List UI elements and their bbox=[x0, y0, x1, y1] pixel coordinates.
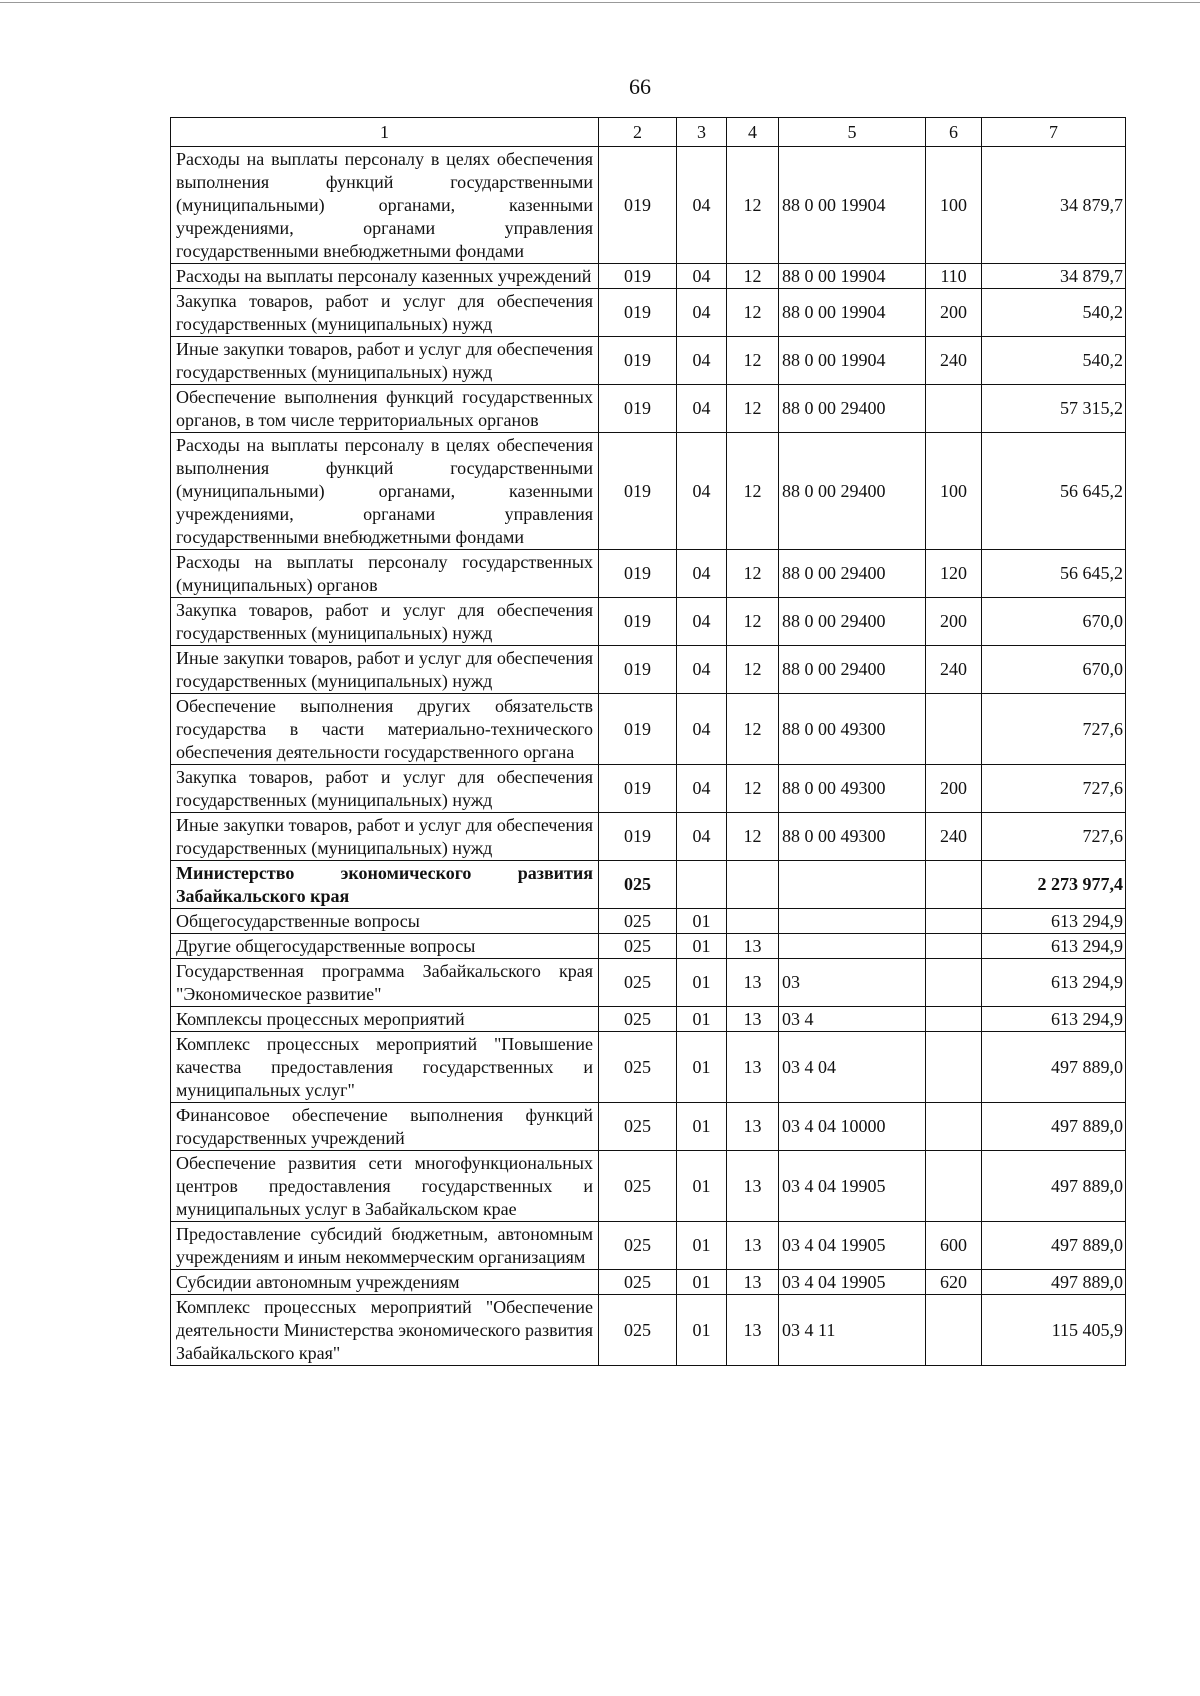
expense-type-cell: 110 bbox=[926, 264, 982, 289]
section-code-cell: 01 bbox=[677, 1032, 727, 1103]
target-article-cell: 03 4 04 19905 bbox=[779, 1270, 926, 1295]
target-article-cell bbox=[779, 909, 926, 934]
subsection-code-cell: 12 bbox=[727, 147, 779, 264]
admin-code-cell: 019 bbox=[599, 337, 677, 385]
target-article-cell: 03 4 bbox=[779, 1007, 926, 1032]
amount-cell: 670,0 bbox=[982, 598, 1126, 646]
column-header: 5 bbox=[779, 118, 926, 147]
expense-type-cell bbox=[926, 1103, 982, 1151]
column-header: 7 bbox=[982, 118, 1126, 147]
expense-type-cell: 100 bbox=[926, 147, 982, 264]
section-code-cell: 01 bbox=[677, 1270, 727, 1295]
amount-cell: 613 294,9 bbox=[982, 934, 1126, 959]
expense-type-cell bbox=[926, 861, 982, 909]
admin-code-cell: 019 bbox=[599, 646, 677, 694]
section-code-cell: 01 bbox=[677, 1222, 727, 1270]
row-name-cell: Закупка товаров, работ и услуг для обеспечения государственных (муниципальных) нужд bbox=[171, 598, 599, 646]
table-row bbox=[171, 909, 1126, 934]
section-code-cell: 04 bbox=[677, 813, 727, 861]
subsection-code-cell: 12 bbox=[727, 264, 779, 289]
admin-code-cell: 019 bbox=[599, 433, 677, 550]
amount-cell: 727,6 bbox=[982, 813, 1126, 861]
subsection-code-cell: 12 bbox=[727, 337, 779, 385]
amount-cell: 727,6 bbox=[982, 765, 1126, 813]
row-name-cell: Комплекс процессных мероприятий "Повышение качества предоставления государственных и муниципальных услуг" bbox=[171, 1032, 599, 1103]
section-code-cell: 04 bbox=[677, 598, 727, 646]
row-name-cell: Расходы на выплаты персоналу казенных учреждений bbox=[171, 264, 599, 289]
target-article-cell bbox=[779, 861, 926, 909]
expense-type-cell bbox=[926, 934, 982, 959]
row-name-cell: Предоставление субсидий бюджетным, автономным учреждениям и иным некоммерческим организациям bbox=[171, 1222, 599, 1270]
table-row bbox=[171, 1270, 1126, 1295]
table-row bbox=[171, 147, 1126, 264]
table-row bbox=[171, 1151, 1126, 1222]
expense-type-cell bbox=[926, 1295, 982, 1366]
row-name-cell: Расходы на выплаты персоналу в целях обеспечения выполнения функций государственными (муниципальными) органами, казенными учреждениями, органами управления государственными внебюджетными фондами bbox=[171, 433, 599, 550]
subsection-code-cell: 12 bbox=[727, 598, 779, 646]
table-row bbox=[171, 598, 1126, 646]
row-name-cell: Иные закупки товаров, работ и услуг для обеспечения государственных (муниципальных) нужд bbox=[171, 337, 599, 385]
section-code-cell: 04 bbox=[677, 694, 727, 765]
column-header: 3 bbox=[677, 118, 727, 147]
section-code-cell: 04 bbox=[677, 289, 727, 337]
subsection-code-cell: 13 bbox=[727, 1032, 779, 1103]
target-article-cell: 88 0 00 29400 bbox=[779, 598, 926, 646]
table-row bbox=[171, 861, 1126, 909]
table-row bbox=[171, 550, 1126, 598]
amount-cell: 56 645,2 bbox=[982, 433, 1126, 550]
table-row bbox=[171, 1007, 1126, 1032]
table-row bbox=[171, 1295, 1126, 1366]
expense-type-cell: 100 bbox=[926, 433, 982, 550]
amount-cell: 540,2 bbox=[982, 337, 1126, 385]
admin-code-cell: 019 bbox=[599, 813, 677, 861]
admin-code-cell: 019 bbox=[599, 598, 677, 646]
expense-type-cell: 240 bbox=[926, 337, 982, 385]
amount-cell: 497 889,0 bbox=[982, 1270, 1126, 1295]
table-row bbox=[171, 264, 1126, 289]
expense-type-cell bbox=[926, 694, 982, 765]
subsection-code-cell bbox=[727, 909, 779, 934]
admin-code-cell: 025 bbox=[599, 1007, 677, 1032]
table-row bbox=[171, 694, 1126, 765]
amount-cell: 56 645,2 bbox=[982, 550, 1126, 598]
row-name-cell: Финансовое обеспечение выполнения функций государственных учреждений bbox=[171, 1103, 599, 1151]
expense-type-cell bbox=[926, 385, 982, 433]
row-name-cell: Расходы на выплаты персоналу в целях обеспечения выполнения функций государственными (муниципальными) органами, казенными учреждениями, органами управления государственными внебюджетными фондами bbox=[171, 147, 599, 264]
target-article-cell: 88 0 00 29400 bbox=[779, 646, 926, 694]
expense-type-cell: 620 bbox=[926, 1270, 982, 1295]
subsection-code-cell: 13 bbox=[727, 1295, 779, 1366]
section-code-cell: 04 bbox=[677, 550, 727, 598]
amount-cell: 115 405,9 bbox=[982, 1295, 1126, 1366]
section-code-cell: 01 bbox=[677, 1103, 727, 1151]
target-article-cell: 03 4 04 10000 bbox=[779, 1103, 926, 1151]
section-code-cell: 04 bbox=[677, 385, 727, 433]
subsection-code-cell: 13 bbox=[727, 934, 779, 959]
target-article-cell: 88 0 00 49300 bbox=[779, 694, 926, 765]
admin-code-cell: 019 bbox=[599, 765, 677, 813]
admin-code-cell: 019 bbox=[599, 385, 677, 433]
admin-code-cell: 025 bbox=[599, 1032, 677, 1103]
target-article-cell: 88 0 00 29400 bbox=[779, 385, 926, 433]
section-code-cell: 04 bbox=[677, 264, 727, 289]
amount-cell: 613 294,9 bbox=[982, 909, 1126, 934]
section-code-cell: 01 bbox=[677, 959, 727, 1007]
table-row bbox=[171, 1222, 1126, 1270]
section-code-cell bbox=[677, 861, 727, 909]
table-row bbox=[171, 1103, 1126, 1151]
amount-cell: 670,0 bbox=[982, 646, 1126, 694]
section-code-cell: 04 bbox=[677, 765, 727, 813]
expense-type-cell: 200 bbox=[926, 765, 982, 813]
table-row bbox=[171, 959, 1126, 1007]
subsection-code-cell: 13 bbox=[727, 1270, 779, 1295]
amount-cell: 613 294,9 bbox=[982, 1007, 1126, 1032]
target-article-cell: 03 4 04 19905 bbox=[779, 1151, 926, 1222]
admin-code-cell: 019 bbox=[599, 694, 677, 765]
table-row bbox=[171, 1032, 1126, 1103]
admin-code-cell: 025 bbox=[599, 1295, 677, 1366]
expense-type-cell: 240 bbox=[926, 813, 982, 861]
column-header: 1 bbox=[171, 118, 599, 147]
expense-type-cell: 200 bbox=[926, 289, 982, 337]
target-article-cell: 88 0 00 19904 bbox=[779, 289, 926, 337]
target-article-cell: 03 4 04 bbox=[779, 1032, 926, 1103]
amount-cell: 613 294,9 bbox=[982, 959, 1126, 1007]
expense-type-cell: 200 bbox=[926, 598, 982, 646]
row-name-cell: Общегосударственные вопросы bbox=[171, 909, 599, 934]
row-name-cell: Комплексы процессных мероприятий bbox=[171, 1007, 599, 1032]
row-name-cell: Государственная программа Забайкальского края "Экономическое развитие" bbox=[171, 959, 599, 1007]
expense-type-cell bbox=[926, 909, 982, 934]
subsection-code-cell: 13 bbox=[727, 1103, 779, 1151]
row-name-cell: Обеспечение выполнения других обязательств государства в части материально-технического обеспечения деятельности государственного органа bbox=[171, 694, 599, 765]
row-name-cell: Другие общегосударственные вопросы bbox=[171, 934, 599, 959]
column-header: 4 bbox=[727, 118, 779, 147]
row-name-cell: Иные закупки товаров, работ и услуг для обеспечения государственных (муниципальных) нужд bbox=[171, 813, 599, 861]
target-article-cell: 88 0 00 19904 bbox=[779, 147, 926, 264]
admin-code-cell: 019 bbox=[599, 289, 677, 337]
subsection-code-cell: 13 bbox=[727, 1222, 779, 1270]
expense-type-cell: 120 bbox=[926, 550, 982, 598]
subsection-code-cell bbox=[727, 861, 779, 909]
table-row bbox=[171, 934, 1126, 959]
subsection-code-cell: 12 bbox=[727, 694, 779, 765]
expense-type-cell: 240 bbox=[926, 646, 982, 694]
amount-cell: 497 889,0 bbox=[982, 1032, 1126, 1103]
subsection-code-cell: 12 bbox=[727, 433, 779, 550]
admin-code-cell: 025 bbox=[599, 909, 677, 934]
subsection-code-cell: 13 bbox=[727, 959, 779, 1007]
target-article-cell: 88 0 00 49300 bbox=[779, 813, 926, 861]
expense-type-cell bbox=[926, 959, 982, 1007]
amount-cell: 497 889,0 bbox=[982, 1222, 1126, 1270]
subsection-code-cell: 12 bbox=[727, 765, 779, 813]
admin-code-cell: 025 bbox=[599, 1222, 677, 1270]
table-header-row bbox=[171, 118, 1126, 147]
page-number: 66 bbox=[629, 74, 651, 99]
admin-code-cell: 025 bbox=[599, 1270, 677, 1295]
expense-type-cell bbox=[926, 1007, 982, 1032]
target-article-cell: 88 0 00 19904 bbox=[779, 264, 926, 289]
amount-cell: 497 889,0 bbox=[982, 1103, 1126, 1151]
admin-code-cell: 025 bbox=[599, 1151, 677, 1222]
subsection-code-cell: 12 bbox=[727, 550, 779, 598]
amount-cell: 34 879,7 bbox=[982, 264, 1126, 289]
subsection-code-cell: 12 bbox=[727, 385, 779, 433]
target-article-cell: 88 0 00 19904 bbox=[779, 337, 926, 385]
target-article-cell: 88 0 00 29400 bbox=[779, 550, 926, 598]
section-code-cell: 04 bbox=[677, 337, 727, 385]
target-article-cell: 03 4 11 bbox=[779, 1295, 926, 1366]
amount-cell: 34 879,7 bbox=[982, 147, 1126, 264]
row-name-cell: Субсидии автономным учреждениям bbox=[171, 1270, 599, 1295]
section-code-cell: 01 bbox=[677, 934, 727, 959]
table-row bbox=[171, 813, 1126, 861]
admin-code-cell: 019 bbox=[599, 550, 677, 598]
admin-code-cell: 019 bbox=[599, 147, 677, 264]
subsection-code-cell: 13 bbox=[727, 1007, 779, 1032]
section-code-cell: 04 bbox=[677, 147, 727, 264]
amount-cell: 57 315,2 bbox=[982, 385, 1126, 433]
subsection-code-cell: 12 bbox=[727, 289, 779, 337]
admin-code-cell: 025 bbox=[599, 1103, 677, 1151]
amount-cell: 497 889,0 bbox=[982, 1151, 1126, 1222]
table-row bbox=[171, 433, 1126, 550]
section-code-cell: 01 bbox=[677, 1007, 727, 1032]
column-header: 6 bbox=[926, 118, 982, 147]
target-article-cell: 88 0 00 29400 bbox=[779, 433, 926, 550]
scan-edge-line bbox=[0, 2, 1200, 3]
row-name-cell: Обеспечение развития сети многофункциональных центров предоставления государственных и муниципальных услуг в Забайкальском крае bbox=[171, 1151, 599, 1222]
row-name-cell: Закупка товаров, работ и услуг для обеспечения государственных (муниципальных) нужд bbox=[171, 765, 599, 813]
budget-table bbox=[170, 117, 1126, 1366]
row-name-cell: Расходы на выплаты персоналу государственных (муниципальных) органов bbox=[171, 550, 599, 598]
section-code-cell: 04 bbox=[677, 646, 727, 694]
target-article-cell: 88 0 00 49300 bbox=[779, 765, 926, 813]
admin-code-cell: 025 bbox=[599, 934, 677, 959]
row-name-cell: Министерство экономического развития Забайкальского края bbox=[171, 861, 599, 909]
column-header: 2 bbox=[599, 118, 677, 147]
target-article-cell: 03 bbox=[779, 959, 926, 1007]
expense-type-cell: 600 bbox=[926, 1222, 982, 1270]
subsection-code-cell: 12 bbox=[727, 646, 779, 694]
section-code-cell: 01 bbox=[677, 1295, 727, 1366]
section-code-cell: 04 bbox=[677, 433, 727, 550]
amount-cell: 540,2 bbox=[982, 289, 1126, 337]
table-row bbox=[171, 337, 1126, 385]
expense-type-cell bbox=[926, 1032, 982, 1103]
admin-code-cell: 019 bbox=[599, 264, 677, 289]
table-row bbox=[171, 765, 1126, 813]
section-code-cell: 01 bbox=[677, 1151, 727, 1222]
target-article-cell bbox=[779, 934, 926, 959]
subsection-code-cell: 13 bbox=[727, 1151, 779, 1222]
row-name-cell: Закупка товаров, работ и услуг для обеспечения государственных (муниципальных) нужд bbox=[171, 289, 599, 337]
subsection-code-cell: 12 bbox=[727, 813, 779, 861]
row-name-cell: Обеспечение выполнения функций государственных органов, в том числе территориальных органов bbox=[171, 385, 599, 433]
section-code-cell: 01 bbox=[677, 909, 727, 934]
row-name-cell: Комплекс процессных мероприятий "Обеспечение деятельности Министерства экономического развития Забайкальского края" bbox=[171, 1295, 599, 1366]
amount-cell: 2 273 977,4 bbox=[982, 861, 1126, 909]
table-row bbox=[171, 289, 1126, 337]
table-row bbox=[171, 385, 1126, 433]
table-row bbox=[171, 646, 1126, 694]
amount-cell: 727,6 bbox=[982, 694, 1126, 765]
admin-code-cell: 025 bbox=[599, 959, 677, 1007]
target-article-cell: 03 4 04 19905 bbox=[779, 1222, 926, 1270]
row-name-cell: Иные закупки товаров, работ и услуг для обеспечения государственных (муниципальных) нужд bbox=[171, 646, 599, 694]
expense-type-cell bbox=[926, 1151, 982, 1222]
admin-code-cell: 025 bbox=[599, 861, 677, 909]
